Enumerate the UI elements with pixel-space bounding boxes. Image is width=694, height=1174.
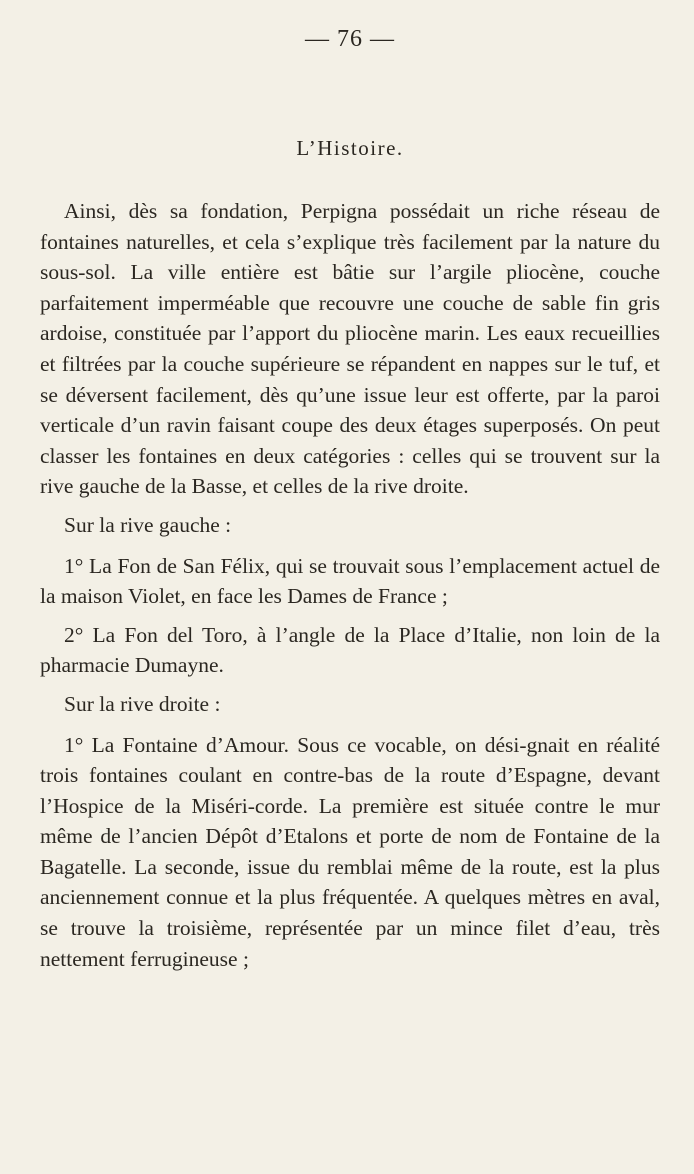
paragraph-fon-san-felix: 1° La Fon de San Félix, qui se trouvait sous l’emplacement actuel de la maison Violet, en face les Dames de France ; [40, 553, 660, 609]
paragraph-left-bank-heading: Sur la rive gauche : [64, 512, 232, 537]
paragraph-intro: Ainsi, dès sa fondation, Perpigna possédait un riche réseau de fontaines naturelles, et cela s’explique très facilement par la nature du sous-sol. La ville entière est bâtie sur l’argile pliocène, couche parfaitement imperméable que recouvre une couche de sable fin gris ardoise, constituée par l’apport du pliocène marin. Les eaux recueillies et filtrées par la couche supérieure se répandent en nappes sur le tuf, et se déversent facilement, dès qu’une issue leur est offerte, par la paroi verticale d’un ravin faisant coupe des deux étages superposés. On peut classer les fontaines en deux catégories : celles qui se trouvent sur la rive gauche de la Basse, et celles de la rive droite. [40, 199, 660, 499]
body-text [40, 196, 660, 974]
paragraph-fon-del-toro: 2° La Fon del Toro, à l’angle de la Place d’Italie, non loin de la pharmacie Dumayne. [40, 622, 660, 678]
paragraph-fontaine-amour: 1° La Fontaine d’Amour. Sous ce vocable, on dési-gnait en réalité trois fontaines coulant en contre-bas de la route d’Espagne, devant l’Hospice de la Miséri-corde. La première est située contre le mur même de l’ancien Dépôt d’Etalons et porte de nom de Fontaine de la Bagatelle. La seconde, issue du remblai même de la route, est la plus anciennement connue et la plus fréquentée. A quelques mètres en aval, se trouve la troisième, représentée par un mince filet d’eau, très nettement ferrugineuse ; [40, 732, 660, 971]
page-number: — 76 — [305, 26, 395, 52]
section-title: L’Histoire. [296, 136, 404, 160]
paragraph-right-bank-heading: Sur la rive droite : [64, 691, 221, 716]
